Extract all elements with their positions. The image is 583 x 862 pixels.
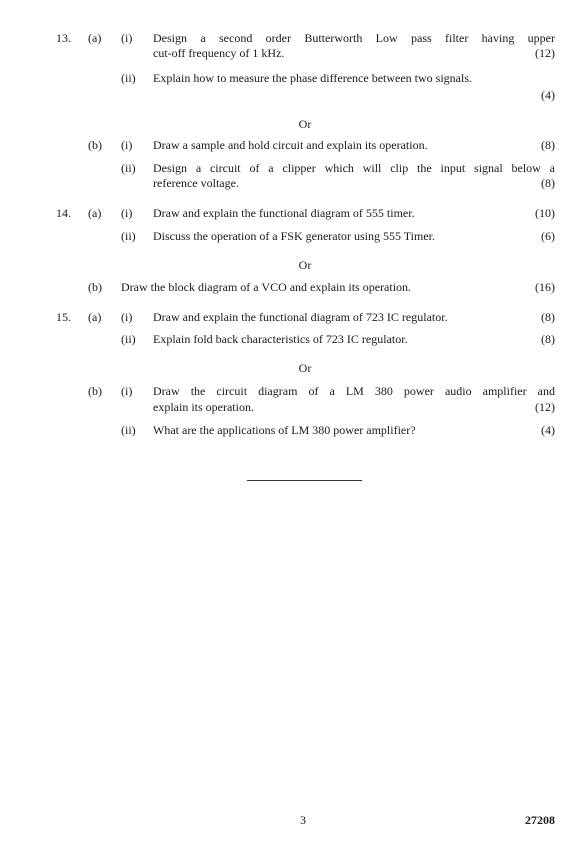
- marks: (6): [541, 229, 555, 243]
- question-number: 15.: [56, 310, 71, 324]
- subpart-label: (i): [121, 310, 133, 324]
- subpart-label: (ii): [121, 332, 136, 346]
- question-text: explain its operation.: [153, 400, 254, 414]
- page-number: 3: [300, 813, 306, 827]
- part-label: (b): [88, 138, 102, 152]
- part-label: (b): [88, 280, 102, 294]
- part-label: (a): [88, 206, 102, 220]
- question-text: Discuss the operation of a FSK generator using 555 Timer.: [153, 229, 435, 243]
- question-text: Draw and explain the functional diagram of 723 IC regulator.: [153, 310, 448, 324]
- marks: (8): [541, 332, 555, 346]
- subpart-label: (i): [121, 138, 133, 152]
- question-text: Explain how to measure the phase difference between two signals.: [153, 71, 473, 85]
- question-text: Draw the block diagram of a VCO and explain its operation.: [121, 280, 412, 294]
- subpart-label: (ii): [121, 423, 136, 437]
- question-text: Explain fold back characteristics of 723 IC regulator.: [153, 332, 408, 346]
- question-text: cut-off frequency of 1 kHz.: [153, 46, 285, 60]
- end-rule: [247, 480, 362, 481]
- marks: (10): [535, 206, 555, 220]
- part-label: (a): [88, 31, 102, 45]
- question-text: What are the applications of LM 380 power amplifier?: [153, 423, 416, 437]
- part-label: (b): [88, 384, 102, 398]
- marks: (8): [541, 176, 555, 190]
- part-label: (a): [88, 310, 102, 324]
- marks: (12): [535, 46, 555, 60]
- or-separator: Or: [298, 117, 312, 131]
- subpart-label: (i): [121, 384, 133, 398]
- marks: (4): [541, 88, 555, 102]
- marks: (4): [541, 423, 555, 437]
- question-text: Draw a sample and hold circuit and explain its operation.: [153, 138, 428, 152]
- or-separator: Or: [298, 361, 312, 375]
- subpart-label: (ii): [121, 71, 136, 85]
- question-text: Design a second order Butterworth Low pass filter having upper: [153, 31, 555, 45]
- subpart-label: (i): [121, 206, 133, 220]
- marks: (12): [535, 400, 555, 414]
- subpart-label: (ii): [121, 229, 136, 243]
- question-text: Draw and explain the functional diagram of 555 timer.: [153, 206, 415, 220]
- question-text: reference voltage.: [153, 176, 239, 190]
- subpart-label: (i): [121, 31, 133, 45]
- marks: (8): [541, 138, 555, 152]
- question-text: Design a circuit of a clipper which will clip the input signal below a: [153, 161, 555, 175]
- subpart-label: (ii): [121, 161, 136, 175]
- question-number: 14.: [56, 206, 71, 220]
- marks: (16): [535, 280, 555, 294]
- question-text: Draw the circuit diagram of a LM 380 power audio amplifier and: [153, 384, 555, 398]
- paper-code: 27208: [525, 813, 555, 827]
- question-number: 13.: [56, 31, 71, 45]
- marks: (8): [541, 310, 555, 324]
- or-separator: Or: [298, 258, 312, 272]
